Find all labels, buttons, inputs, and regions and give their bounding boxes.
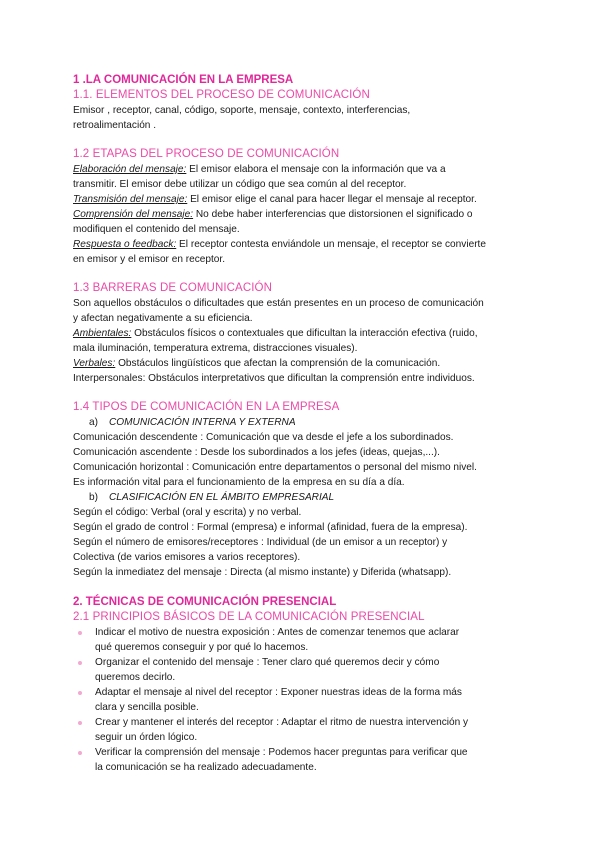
bullet-icon [78,661,82,665]
list-item-text: Crear y mantener el interés del receptor : Adaptar el ritmo de nuestra intervención y [95,717,469,728]
paragraph: Según el grado de control : Formal (empresa) e informal (afinidad, fuera de la empresa). [73,522,468,533]
list-item [73,685,533,715]
term-text: No debe haber interferencias que distorsionen el significado o [193,209,473,220]
paragraph: transmitir. El emisor debe utilizar un código que sea común al del receptor. [73,179,407,190]
paragraph: Según el número de emisores/receptores : Individual (de un emisor a un receptor) y [73,537,448,548]
paragraph: en emisor y el emisor en receptor. [73,254,226,265]
paragraph: retroalimentación . [73,120,157,131]
bullet-icon [78,691,82,695]
term-text: El receptor contesta enviándole un mensaje, el receptor se convierte [176,239,486,250]
paragraph: modifiquen el contenido del mensaje. [73,224,240,235]
stage-transmision [73,192,533,207]
bullet-icon [78,721,82,725]
heading-1-3: 1.3 BARRERAS DE COMUNICACIÓN [73,282,272,294]
paragraph: Es información vital para el funcionamiento de la empresa en su día a día. [73,477,405,488]
list-item-text: Adaptar el mensaje al nivel del receptor : Exponer nuestras ideas de la forma más [95,687,462,698]
list-item [73,625,533,655]
paragraph: Según el código: Verbal (oral y escrita) y no verbal. [73,507,302,518]
barrier-ambientales [73,326,533,341]
document-page [73,72,533,775]
paragraph: Son aquellos obstáculos o dificultades que están presentes en un proceso de comunicación [73,298,484,309]
list-item-text: clara y sencilla posible. [95,702,199,713]
list-item [73,745,533,775]
term-text: El emisor elabora el mensaje con la información que va a [186,164,446,175]
list-item [73,655,533,685]
barrier-verbales [73,356,533,371]
term-label: Respuesta o feedback: [73,239,177,250]
term-label: Verbales: [73,358,116,369]
bullet-icon [78,751,82,755]
paragraph: Comunicación horizontal : Comunicación entre departamentos o personal del mismo nivel. [73,462,477,473]
principles-list [73,625,533,775]
stage-respuesta [73,237,533,252]
heading-1-1: 1.1. ELEMENTOS DEL PROCESO DE COMUNICACIÓN [73,89,370,101]
subheading-b [73,490,533,505]
barrier-interpersonales: Interpersonales: Obstáculos interpretativos que dificultan la comprensión entre individuos. [73,373,475,384]
subheading-a [73,415,533,430]
paragraph: Comunicación ascendente : Desde los subordinados a los jefes (ideas, quejas,...). [73,447,440,458]
list-item-text: seguir un órden lógico. [95,732,198,743]
heading-2-1: 2.1 PRINCIPIOS BÁSICOS DE LA COMUNICACIÓN PRESENCIAL [73,611,425,623]
bullet-icon [78,631,82,635]
list-item-text: Verificar la comprensión del mensaje : Podemos hacer preguntas para verificar que [95,747,468,758]
paragraph: Comunicación descendente : Comunicación que va desde el jefe a los subordinados. [73,432,454,443]
paragraph: Según la inmediatez del mensaje : Directa (al mismo instante) y Diferida (whatsapp). [73,567,452,578]
term-text: El emisor elige el canal para hacer llegar el mensaje al receptor. [187,194,477,205]
term-text: Obstáculos lingüísticos que afectan la comprensión de la comunicación. [115,358,441,369]
paragraph: Emisor , receptor, canal, código, soporte, mensaje, contexto, interferencias, [73,105,411,116]
stage-comprension [73,207,533,222]
section-title-1: 1 .LA COMUNICACIÓN EN LA EMPRESA [73,74,294,86]
term-label: Elaboración del mensaje: [73,164,187,175]
list-item-text: Organizar el contenido del mensaje : Tener claro qué queremos decir y cómo [95,657,440,668]
list-marker: b) [89,492,98,503]
heading-1-4: 1.4 TIPOS DE COMUNICACIÓN EN LA EMPRESA [73,401,340,413]
list-item-text: queremos decirlo. [95,672,176,683]
list-item-text: Indicar el motivo de nuestra exposición : Antes de comenzar tenemos que aclarar [95,627,460,638]
term-text: Obstáculos físicos o contextuales que dificultan la interacción efectiva (ruido, [131,328,478,339]
heading-1-2: 1.2 ETAPAS DEL PROCESO DE COMUNICACIÓN [73,148,340,160]
list-item [73,715,533,745]
subheading-text: CLASIFICACIÓN EN EL ÁMBITO EMPRESARIAL [109,492,335,503]
paragraph: mala iluminación, temperatura extrema, distracciones visuales). [73,343,358,354]
paragraph: Colectiva (de varios emisores a varios receptores). [73,552,301,563]
list-item-text: qué queremos conseguir y por qué lo hacemos. [95,642,309,653]
section-title-2: 2. TÉCNICAS DE COMUNICACIÓN PRESENCIAL [73,596,337,608]
subheading-text: COMUNICACIÓN INTERNA Y EXTERNA [109,417,296,428]
term-label: Transmisión del mensaje: [73,194,188,205]
stage-elaboracion [73,162,533,177]
term-label: Ambientales: [73,328,132,339]
list-item-text: la comunicación se ha realizado adecuadamente. [95,762,317,773]
term-label: Comprensión del mensaje: [73,209,194,220]
paragraph: y afectan negativamente a su eficiencia. [73,313,253,324]
list-marker: a) [89,417,98,428]
